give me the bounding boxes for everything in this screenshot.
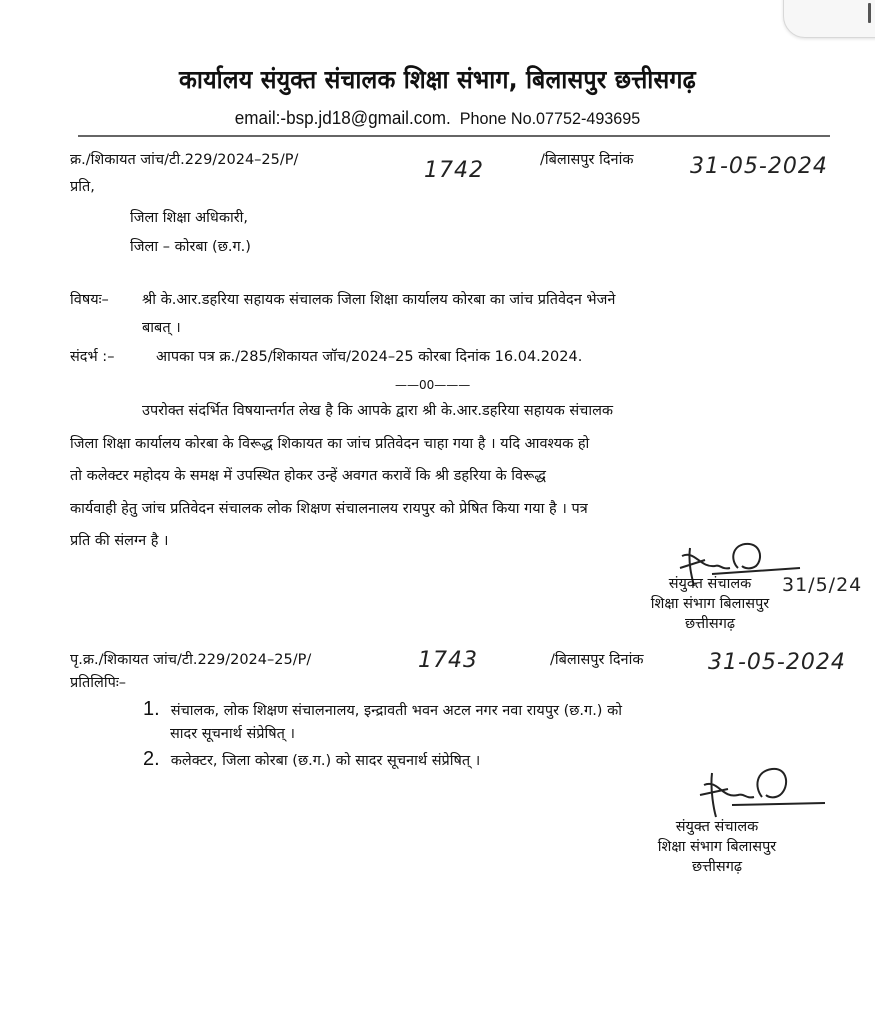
reference-label: संदर्भ :–	[70, 349, 115, 365]
email-text: email:-bsp.jd18@gmail.com.	[234, 108, 451, 128]
body-line: उपरोक्त संदर्भित विषयान्तर्गत लेख है कि आपके द्वारा श्री के.आर.डहरिया सहायक संचालक	[142, 403, 614, 419]
copy-place-date-label: /बिलासपुर दिनांक	[550, 652, 644, 668]
copy-date: 31-05-2024	[708, 650, 846, 675]
sig2-state: छत्तीसगढ़	[691, 859, 743, 875]
letter-ref-number: 1742	[424, 158, 484, 183]
copy-item-1	[143, 698, 622, 721]
body-line: जिला शिक्षा कार्यालय कोरबा के विरूद्ध शिकायत का जांच प्रतिवेदन चाहा गया है । यदि आवश्यक हो	[70, 435, 590, 452]
signature-2	[680, 765, 830, 820]
sig2-designation: संयुक्त संचालक	[675, 819, 759, 835]
subject-text: श्री के.आर.डहरिया सहायक संचालक जिला शिक्षा कार्यालय कोरबा का जांच प्रतिवेदन भेजने	[142, 292, 616, 308]
reference-text: आपका पत्र क्र./285/शिकायत जॉच/2024–25 कोरबा दिनांक 16.04.2024.	[156, 349, 583, 365]
to-label: प्रति,	[70, 179, 95, 195]
copy-ref-prefix: पृ.क्र./शिकायत जांच/टी.229/2024–25/P/	[70, 652, 312, 668]
signature-block-2	[632, 817, 802, 877]
copy-ref-number: 1743	[418, 648, 478, 673]
body-line: तो कलेक्टर महोदय के समक्ष में उपस्थित होकर उन्हें अवगत करावें कि श्री डहरिया के विरूद्ध	[70, 468, 546, 484]
copy-item-text: कलेक्टर, जिला कोरबा (छ.ग.) को सादर सूचनार्थ संप्रेषित् ।	[170, 753, 481, 769]
tab-handle-icon	[868, 3, 871, 23]
body-paragraph	[70, 395, 815, 558]
copy-item-number: 1.	[143, 698, 160, 720]
sig1-state: छत्तीसगढ़	[684, 616, 736, 632]
recipient-line-2: जिला – कोरबा (छ.ग.)	[130, 239, 251, 255]
recipient-line-1: जिला शिक्षा अधिकारी,	[130, 210, 249, 226]
page-corner-tab[interactable]	[783, 0, 875, 38]
contact-line	[22, 108, 853, 129]
copy-item-1-continuation: सादर सूचनार्थ संप्रेषित् ।	[170, 726, 296, 742]
office-title: कार्यालय संयुक्त संचालक शिक्षा संभाग, बिलासपुर छत्तीसगढ़	[179, 65, 696, 94]
copy-label: प्रतिलिपिः–	[70, 675, 127, 691]
letter-ref-prefix: क्र./शिकायत जांच/टी.229/2024–25/P/	[70, 152, 299, 168]
body-line: प्रति की संलग्न है ।	[70, 533, 169, 549]
separator: ——00———	[395, 378, 471, 392]
sig1-office: शिक्षा संभाग बिलासपुर	[650, 596, 770, 612]
signature-block-1	[625, 574, 795, 634]
sig1-handwritten-date: 31/5/24	[782, 574, 863, 596]
phone-text: Phone No.07752-493695	[459, 109, 641, 128]
sig1-designation: संयुक्त संचालक	[668, 576, 752, 592]
subject-continuation: बाबत् ।	[142, 320, 181, 336]
body-line: कार्यवाही हेतु जांच प्रतिवेदन संचालक लोक शिक्षण संचालनालय रायपुर को प्रेषित किया गया है । पत्र	[70, 500, 588, 517]
subject-label: विषयः–	[70, 292, 109, 308]
sig2-office: शिक्षा संभाग बिलासपुर	[657, 839, 777, 855]
copy-item-number: 2.	[143, 748, 160, 770]
copy-item-2	[143, 748, 480, 771]
header-divider	[78, 135, 830, 137]
letter-date: 31-05-2024	[690, 154, 828, 179]
copy-item-text: संचालक, लोक शिक्षण संचालनालय, इन्द्रावती भवन अटल नगर नवा रायपुर (छ.ग.) को	[170, 703, 622, 719]
letter-place-date-label: /बिलासपुर दिनांक	[540, 152, 634, 168]
